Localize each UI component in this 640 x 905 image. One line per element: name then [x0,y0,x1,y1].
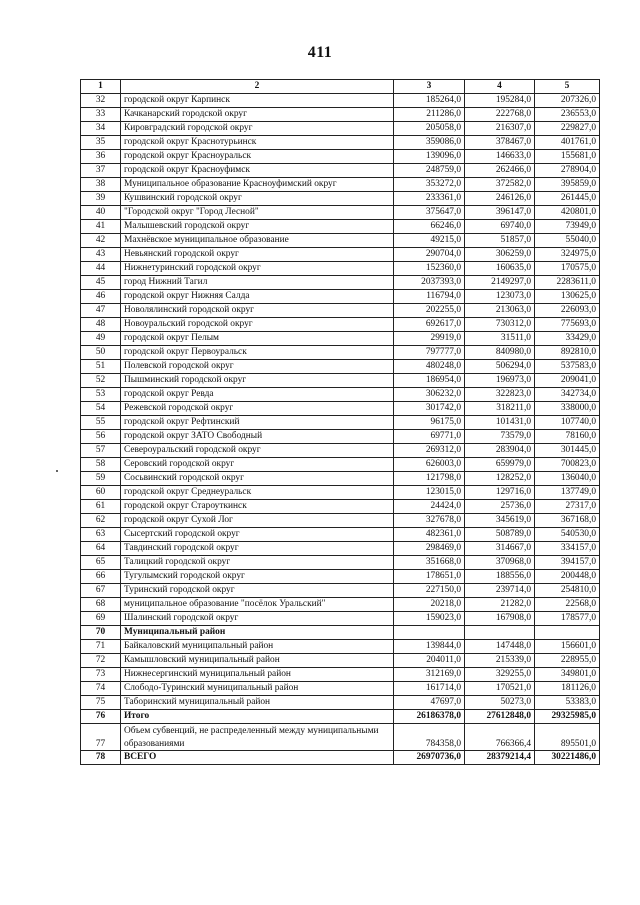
value-col-5-cell: 895501,0 [535,724,600,751]
value-col-3-cell: 233361,0 [394,192,465,206]
municipality-name-cell: "Городской округ "Город Лесной" [121,206,394,220]
value-col-3-cell: 784358,0 [394,724,465,751]
value-col-4-cell: 51857,0 [465,234,535,248]
value-col-5-cell: 537583,0 [535,360,600,374]
table-row [81,94,600,108]
municipality-name-cell: городской округ Карпинск [121,94,394,108]
municipality-name-cell: городской округ Красноуфимск [121,164,394,178]
row-number-cell: 73 [81,668,121,682]
value-col-3-cell [394,626,465,640]
table-row [81,388,600,402]
value-col-5-cell: 420801,0 [535,206,600,220]
table-row [81,472,600,486]
table-row [81,122,600,136]
value-col-5-cell: 137749,0 [535,486,600,500]
table-row [81,150,600,164]
municipality-name-cell: Новоуральский городской округ [121,318,394,332]
row-number-cell: 42 [81,234,121,248]
value-col-5-cell: 349801,0 [535,668,600,682]
row-number-cell: 70 [81,626,121,640]
value-col-4-cell: 506294,0 [465,360,535,374]
row-number-cell: 36 [81,150,121,164]
value-col-4-cell: 146633,0 [465,150,535,164]
value-col-4-cell: 188556,0 [465,570,535,584]
value-col-5-cell: 155681,0 [535,150,600,164]
row-number-cell: 55 [81,416,121,430]
value-col-4-cell: 216307,0 [465,122,535,136]
municipality-name-cell: Пышминский городской округ [121,374,394,388]
value-col-3-cell: 248759,0 [394,164,465,178]
value-col-4-cell: 370968,0 [465,556,535,570]
value-col-4-cell: 215339,0 [465,654,535,668]
table-row [81,598,600,612]
value-col-4-cell: 31511,0 [465,332,535,346]
table-row [81,612,600,626]
row-number-cell: 72 [81,654,121,668]
value-col-3-cell: 121798,0 [394,472,465,486]
row-number-cell: 77 [81,724,121,751]
value-col-4-cell: 27612848,0 [465,710,535,724]
table-row [81,710,600,724]
table-row [81,486,600,500]
table-row [81,444,600,458]
value-col-4-cell: 196973,0 [465,374,535,388]
value-col-3-cell: 178651,0 [394,570,465,584]
value-col-4-cell: 123073,0 [465,290,535,304]
row-number-cell: 67 [81,584,121,598]
row-number-cell: 63 [81,528,121,542]
value-col-3-cell: 480248,0 [394,360,465,374]
row-number-cell: 75 [81,696,121,710]
value-col-4-cell: 222768,0 [465,108,535,122]
value-col-5-cell: 775693,0 [535,318,600,332]
value-col-5-cell: 209041,0 [535,374,600,388]
municipality-name-cell: Малышевский городской округ [121,220,394,234]
value-col-3-cell: 29919,0 [394,332,465,346]
municipality-name-cell: Талицкий городской округ [121,556,394,570]
value-col-3-cell: 351668,0 [394,556,465,570]
table-row [81,626,600,640]
table-row [81,276,600,290]
value-col-3-cell: 26186378,0 [394,710,465,724]
row-number-cell: 52 [81,374,121,388]
table-row [81,654,600,668]
value-col-5-cell: 30221486,0 [535,751,600,765]
table-row [81,696,600,710]
value-col-3-cell: 116794,0 [394,290,465,304]
row-number-cell: 53 [81,388,121,402]
value-col-5-cell: 367168,0 [535,514,600,528]
municipality-name-cell: городской округ Ревда [121,388,394,402]
table-row [81,178,600,192]
value-col-3-cell: 123015,0 [394,486,465,500]
value-col-3-cell: 159023,0 [394,612,465,626]
municipality-name-cell: городской округ Староуткинск [121,500,394,514]
value-col-3-cell: 205058,0 [394,122,465,136]
row-number-cell: 69 [81,612,121,626]
table-row [81,374,600,388]
value-col-4-cell: 766366,4 [465,724,535,751]
municipality-name-cell: Камышловский муниципальный район [121,654,394,668]
value-col-3-cell: 327678,0 [394,514,465,528]
value-col-4-cell: 28379214,4 [465,751,535,765]
value-col-5-cell: 261445,0 [535,192,600,206]
value-col-5-cell: 342734,0 [535,388,600,402]
municipality-name-cell: Новолялинский городской округ [121,304,394,318]
value-col-4-cell: 322823,0 [465,388,535,402]
value-col-3-cell: 290704,0 [394,248,465,262]
table-row [81,724,600,751]
value-col-5-cell: 156601,0 [535,640,600,654]
value-col-4-cell: 25736,0 [465,500,535,514]
row-number-cell: 48 [81,318,121,332]
municipality-name-cell: городской округ Красноуральск [121,150,394,164]
value-col-5-cell: 207326,0 [535,94,600,108]
municipality-name-cell: Слободо-Туринский муниципальный район [121,682,394,696]
municipality-name-cell: Сысертский городской округ [121,528,394,542]
value-col-4-cell: 508789,0 [465,528,535,542]
value-col-4-cell: 378467,0 [465,136,535,150]
row-number-cell: 38 [81,178,121,192]
municipality-name-cell: городской округ Сухой Лог [121,514,394,528]
value-col-5-cell: 226093,0 [535,304,600,318]
row-number-cell: 43 [81,248,121,262]
row-number-cell: 64 [81,542,121,556]
row-number-cell: 78 [81,751,121,765]
row-number-cell: 76 [81,710,121,724]
value-col-4-cell: 314667,0 [465,542,535,556]
table-row [81,458,600,472]
value-col-4-cell: 396147,0 [465,206,535,220]
municipality-name-cell: ВСЕГО [121,751,394,765]
value-col-3-cell: 185264,0 [394,94,465,108]
table-row [81,206,600,220]
row-number-cell: 56 [81,430,121,444]
table-row [81,108,600,122]
municipality-name-cell: Итого [121,710,394,724]
municipality-name-cell: Шалинский городской округ [121,612,394,626]
value-col-5-cell: 181126,0 [535,682,600,696]
row-number-cell: 35 [81,136,121,150]
value-col-4-cell: 170521,0 [465,682,535,696]
row-number-cell: 39 [81,192,121,206]
row-number-cell: 34 [81,122,121,136]
row-number-cell: 74 [81,682,121,696]
value-col-5-cell: 200448,0 [535,570,600,584]
municipality-name-cell: Серовский городской округ [121,458,394,472]
row-number-cell: 51 [81,360,121,374]
value-col-5-cell: 254810,0 [535,584,600,598]
value-col-3-cell: 692617,0 [394,318,465,332]
municipality-name-cell: Махнёвское муниципальное образование [121,234,394,248]
value-col-5-cell: 324975,0 [535,248,600,262]
municipality-name-cell: Кировградский городской округ [121,122,394,136]
municipality-name-cell: Муниципальное образование Красноуфимский округ [121,178,394,192]
value-col-4-cell: 147448,0 [465,640,535,654]
row-number-cell: 41 [81,220,121,234]
value-col-3-cell: 186954,0 [394,374,465,388]
municipality-name-cell: Тугулымский городской округ [121,570,394,584]
table-row [81,542,600,556]
value-col-4-cell: 213063,0 [465,304,535,318]
value-col-5-cell: 130625,0 [535,290,600,304]
value-col-4-cell: 306259,0 [465,248,535,262]
row-number-cell: 49 [81,332,121,346]
value-col-4-cell [465,626,535,640]
table-row [81,751,600,765]
row-number-cell: 62 [81,514,121,528]
row-number-cell: 57 [81,444,121,458]
value-col-3-cell: 306232,0 [394,388,465,402]
municipality-name-cell: городской округ Среднеуральск [121,486,394,500]
subvention-table [80,79,600,765]
municipality-name-cell: Объем субвенций, не распределенный между муниципальными образованиями [121,724,394,751]
value-col-5-cell [535,626,600,640]
row-number-cell: 61 [81,500,121,514]
municipality-name-cell: Нижнетуринский городской округ [121,262,394,276]
value-col-4-cell: 730312,0 [465,318,535,332]
value-col-3-cell: 161714,0 [394,682,465,696]
value-col-5-cell: 395859,0 [535,178,600,192]
value-col-3-cell: 202255,0 [394,304,465,318]
municipality-name-cell: Тавдинский городской округ [121,542,394,556]
scan-speck [56,470,58,472]
value-col-5-cell: 22568,0 [535,598,600,612]
table-row [81,220,600,234]
municipality-name-cell: Сосьвинский городской округ [121,472,394,486]
table-row [81,402,600,416]
municipality-name-cell: городской округ Краснотурьинск [121,136,394,150]
value-col-3-cell: 139096,0 [394,150,465,164]
value-col-4-cell: 372582,0 [465,178,535,192]
value-col-5-cell: 229827,0 [535,122,600,136]
table-row [81,682,600,696]
value-col-5-cell: 301445,0 [535,444,600,458]
value-col-5-cell: 27317,0 [535,500,600,514]
value-col-4-cell: 345619,0 [465,514,535,528]
row-number-cell: 44 [81,262,121,276]
row-number-cell: 65 [81,556,121,570]
value-col-5-cell: 2283611,0 [535,276,600,290]
municipality-name-cell: муниципальное образование "посёлок Уральский" [121,598,394,612]
value-col-4-cell: 318211,0 [465,402,535,416]
page-number: 411 [307,44,333,61]
value-col-4-cell: 129716,0 [465,486,535,500]
municipality-name-cell: Качканарский городской округ [121,108,394,122]
value-col-3-cell: 66246,0 [394,220,465,234]
value-col-3-cell: 49215,0 [394,234,465,248]
value-col-4-cell: 2149297,0 [465,276,535,290]
municipality-name-cell: городской округ Пелым [121,332,394,346]
table-row [81,570,600,584]
value-col-4-cell: 167908,0 [465,612,535,626]
table-row [81,430,600,444]
value-col-3-cell: 375647,0 [394,206,465,220]
value-col-3-cell: 69771,0 [394,430,465,444]
municipality-name-cell: городской округ ЗАТО Свободный [121,430,394,444]
value-col-5-cell: 394157,0 [535,556,600,570]
value-col-4-cell: 69740,0 [465,220,535,234]
municipality-name-cell: городской округ Первоуральск [121,346,394,360]
row-number-cell: 45 [81,276,121,290]
value-col-4-cell: 73579,0 [465,430,535,444]
value-col-3-cell: 204011,0 [394,654,465,668]
municipality-name-cell: Байкаловский муниципальный район [121,640,394,654]
row-number-cell: 71 [81,640,121,654]
value-col-3-cell: 269312,0 [394,444,465,458]
table-row [81,262,600,276]
row-number-cell: 40 [81,206,121,220]
value-col-4-cell: 50273,0 [465,696,535,710]
header-cell-3: 3 [394,80,465,94]
value-col-5-cell: 33429,0 [535,332,600,346]
value-col-3-cell: 152360,0 [394,262,465,276]
value-col-4-cell: 840980,0 [465,346,535,360]
value-col-5-cell: 236553,0 [535,108,600,122]
table-row [81,360,600,374]
header-cell-2: 2 [121,80,394,94]
header-cell-4: 4 [465,80,535,94]
value-col-4-cell: 128252,0 [465,472,535,486]
value-col-4-cell: 246126,0 [465,192,535,206]
municipality-name-cell: городской округ Нижняя Салда [121,290,394,304]
value-col-5-cell: 136040,0 [535,472,600,486]
value-col-5-cell: 29325985,0 [535,710,600,724]
table-row [81,290,600,304]
municipality-name-cell: Невьянский городской округ [121,248,394,262]
value-col-3-cell: 227150,0 [394,584,465,598]
table-row [81,304,600,318]
value-col-5-cell: 540530,0 [535,528,600,542]
value-col-3-cell: 482361,0 [394,528,465,542]
municipality-name-cell: Нижнесергинский муниципальный район [121,668,394,682]
row-number-cell: 37 [81,164,121,178]
value-col-3-cell: 96175,0 [394,416,465,430]
row-number-cell: 58 [81,458,121,472]
value-col-4-cell: 21282,0 [465,598,535,612]
value-col-3-cell: 359086,0 [394,136,465,150]
row-number-cell: 50 [81,346,121,360]
table-row [81,136,600,150]
value-col-3-cell: 298469,0 [394,542,465,556]
row-number-cell: 54 [81,402,121,416]
row-number-cell: 32 [81,94,121,108]
table-row [81,584,600,598]
municipality-name-cell: Туринский городской округ [121,584,394,598]
value-col-5-cell: 78160,0 [535,430,600,444]
row-number-cell: 47 [81,304,121,318]
value-col-5-cell: 55040,0 [535,234,600,248]
value-col-5-cell: 107740,0 [535,416,600,430]
value-col-5-cell: 338000,0 [535,402,600,416]
value-col-5-cell: 278904,0 [535,164,600,178]
municipality-name-cell: Полевской городской округ [121,360,394,374]
row-number-cell: 60 [81,486,121,500]
table-row [81,556,600,570]
table-row [81,346,600,360]
table-row [81,164,600,178]
value-col-5-cell: 178577,0 [535,612,600,626]
municipality-name-cell: Таборинский муниципальный район [121,696,394,710]
value-col-5-cell: 170575,0 [535,262,600,276]
value-col-4-cell: 659979,0 [465,458,535,472]
table-header-row [81,80,600,94]
table-row [81,416,600,430]
row-number-cell: 66 [81,570,121,584]
table-row [81,234,600,248]
value-col-3-cell: 312169,0 [394,668,465,682]
value-col-3-cell: 353272,0 [394,178,465,192]
value-col-3-cell: 797777,0 [394,346,465,360]
table-row [81,500,600,514]
header-cell-5: 5 [535,80,600,94]
municipality-name-cell: городской округ Рефтинский [121,416,394,430]
value-col-5-cell: 401761,0 [535,136,600,150]
value-col-4-cell: 160635,0 [465,262,535,276]
table-row [81,514,600,528]
table-row [81,640,600,654]
value-col-4-cell: 329255,0 [465,668,535,682]
value-col-3-cell: 301742,0 [394,402,465,416]
value-col-3-cell: 211286,0 [394,108,465,122]
table-row [81,248,600,262]
value-col-3-cell: 47697,0 [394,696,465,710]
municipality-name-cell: Кушвинский городской округ [121,192,394,206]
row-number-cell: 46 [81,290,121,304]
value-col-4-cell: 195284,0 [465,94,535,108]
municipality-name-cell: Режевской городской округ [121,402,394,416]
municipality-name-cell: Североуральский городской округ [121,444,394,458]
value-col-4-cell: 262466,0 [465,164,535,178]
value-col-5-cell: 892810,0 [535,346,600,360]
value-col-5-cell: 53383,0 [535,696,600,710]
value-col-3-cell: 139844,0 [394,640,465,654]
value-col-3-cell: 2037393,0 [394,276,465,290]
table-row [81,318,600,332]
row-number-cell: 68 [81,598,121,612]
value-col-4-cell: 283904,0 [465,444,535,458]
table-row [81,668,600,682]
value-col-3-cell: 26970736,0 [394,751,465,765]
municipality-name-cell: Муниципальный район [121,626,394,640]
municipality-name-cell: город Нижний Тагил [121,276,394,290]
row-number-cell: 59 [81,472,121,486]
table-row [81,528,600,542]
value-col-5-cell: 228955,0 [535,654,600,668]
value-col-3-cell: 20218,0 [394,598,465,612]
value-col-5-cell: 700823,0 [535,458,600,472]
table-row [81,332,600,346]
header-cell-1: 1 [81,80,121,94]
value-col-3-cell: 24424,0 [394,500,465,514]
row-number-cell: 33 [81,108,121,122]
value-col-5-cell: 334157,0 [535,542,600,556]
table-row [81,192,600,206]
value-col-4-cell: 101431,0 [465,416,535,430]
value-col-4-cell: 239714,0 [465,584,535,598]
value-col-3-cell: 626003,0 [394,458,465,472]
value-col-5-cell: 73949,0 [535,220,600,234]
